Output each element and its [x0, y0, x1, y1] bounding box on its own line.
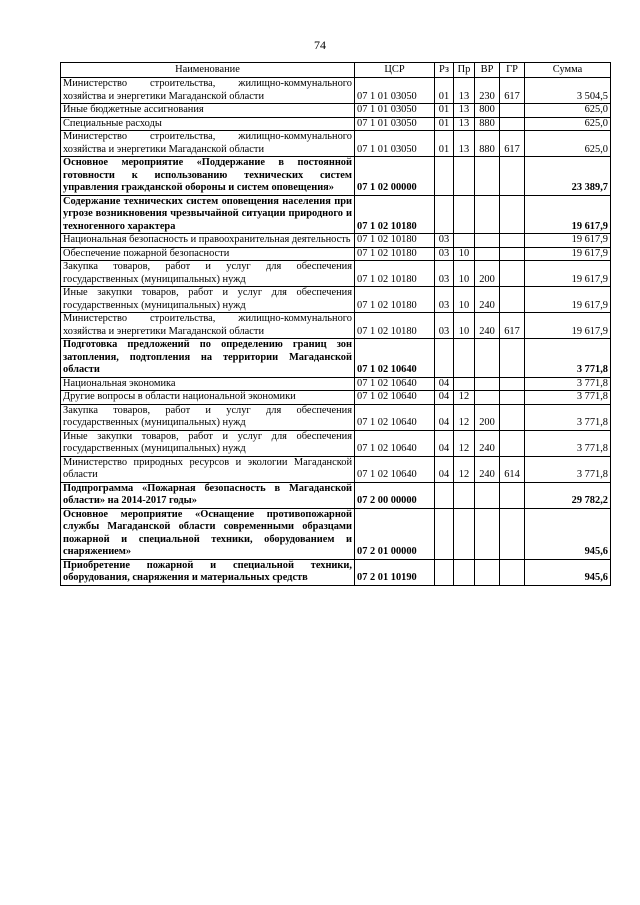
cell-csr: 07 1 01 03050 [355, 131, 435, 157]
cell-sum: 3 504,5 [525, 78, 611, 104]
cell-vr [475, 157, 500, 196]
header-csr: ЦСР [355, 63, 435, 78]
cell-pr: 13 [454, 131, 475, 157]
cell-name: Закупка товаров, работ и услуг для обеспечения государственных (муниципальных) нужд [61, 261, 355, 287]
cell-csr: 07 2 01 00000 [355, 508, 435, 559]
cell-rz: 03 [435, 247, 454, 261]
cell-pr [454, 339, 475, 378]
cell-sum: 29 782,2 [525, 482, 611, 508]
cell-rz: 01 [435, 78, 454, 104]
cell-pr: 12 [454, 404, 475, 430]
table-row [61, 287, 611, 313]
cell-gr [500, 234, 525, 248]
cell-sum: 3 771,8 [525, 377, 611, 391]
cell-rz [435, 157, 454, 196]
cell-name: Национальная экономика [61, 377, 355, 391]
header-gr: ГР [500, 63, 525, 78]
cell-csr: 07 1 02 10640 [355, 456, 435, 482]
cell-sum: 3 771,8 [525, 430, 611, 456]
cell-name: Иные бюджетные ассигнования [61, 104, 355, 118]
cell-rz: 04 [435, 430, 454, 456]
cell-csr: 07 2 00 00000 [355, 482, 435, 508]
cell-gr [500, 339, 525, 378]
header-pr: Пр [454, 63, 475, 78]
cell-csr: 07 1 02 10180 [355, 234, 435, 248]
cell-csr: 07 1 01 03050 [355, 78, 435, 104]
cell-pr [454, 559, 475, 585]
cell-gr [500, 247, 525, 261]
cell-csr: 07 1 02 10640 [355, 430, 435, 456]
cell-name: Закупка товаров, работ и услуг для обеспечения государственных (муниципальных) нужд [61, 404, 355, 430]
cell-pr [454, 377, 475, 391]
cell-gr: 617 [500, 131, 525, 157]
table-row [61, 157, 611, 196]
cell-csr: 07 1 01 03050 [355, 117, 435, 131]
cell-vr: 240 [475, 287, 500, 313]
cell-rz [435, 559, 454, 585]
table-row [61, 117, 611, 131]
header-sum: Сумма [525, 63, 611, 78]
cell-name: Специальные расходы [61, 117, 355, 131]
cell-sum: 945,6 [525, 508, 611, 559]
cell-sum: 19 617,9 [525, 234, 611, 248]
cell-pr [454, 482, 475, 508]
table-row [61, 247, 611, 261]
cell-rz [435, 508, 454, 559]
cell-gr [500, 377, 525, 391]
cell-pr: 12 [454, 391, 475, 405]
header-name: Наименование [61, 63, 355, 78]
cell-rz: 03 [435, 234, 454, 248]
page-number: 74 [314, 38, 326, 52]
cell-vr: 200 [475, 261, 500, 287]
cell-name: Министерство строительства, жилищно-коммунального хозяйства и энергетики Магаданской области [61, 131, 355, 157]
cell-rz: 04 [435, 391, 454, 405]
cell-sum: 945,6 [525, 559, 611, 585]
cell-gr [500, 391, 525, 405]
cell-name: Основное мероприятие «Поддержание в постоянной готовности к использованию технических систем управления гражданской обороны и систем оповещения» [61, 157, 355, 196]
cell-rz: 03 [435, 313, 454, 339]
table-row [61, 131, 611, 157]
cell-name: Министерство строительства, жилищно-коммунального хозяйства и энергетики Магаданской области [61, 78, 355, 104]
table-row [61, 339, 611, 378]
cell-pr [454, 234, 475, 248]
cell-name: Министерство природных ресурсов и экологии Магаданской области [61, 456, 355, 482]
table-row [61, 404, 611, 430]
cell-rz: 04 [435, 377, 454, 391]
cell-gr [500, 559, 525, 585]
cell-csr: 07 1 02 10180 [355, 287, 435, 313]
cell-pr: 13 [454, 117, 475, 131]
cell-name: Основное мероприятие «Оснащение противопожарной службы Магаданской области современными образцами пожарной и специальной техники, оборудованием и снаряжением» [61, 508, 355, 559]
cell-rz: 01 [435, 131, 454, 157]
cell-rz [435, 195, 454, 234]
cell-sum: 19 617,9 [525, 261, 611, 287]
cell-sum: 3 771,8 [525, 456, 611, 482]
cell-csr: 07 1 02 10640 [355, 391, 435, 405]
table-row [61, 313, 611, 339]
cell-rz: 04 [435, 456, 454, 482]
cell-vr [475, 247, 500, 261]
cell-rz: 03 [435, 287, 454, 313]
cell-gr [500, 508, 525, 559]
cell-name: Содержание технических систем оповещения населения при угрозе возникновения чрезвычайной ситуации природного и техногенного характера [61, 195, 355, 234]
cell-name: Иные закупки товаров, работ и услуг для обеспечения государственных (муниципальных) нужд [61, 430, 355, 456]
cell-rz [435, 482, 454, 508]
cell-sum: 19 617,9 [525, 287, 611, 313]
cell-name: Иные закупки товаров, работ и услуг для обеспечения государственных (муниципальных) нужд [61, 287, 355, 313]
cell-sum: 23 389,7 [525, 157, 611, 196]
table-row [61, 508, 611, 559]
cell-sum: 19 617,9 [525, 247, 611, 261]
cell-name: Обеспечение пожарной безопасности [61, 247, 355, 261]
cell-name: Национальная безопасность и правоохранительная деятельность [61, 234, 355, 248]
cell-vr: 240 [475, 456, 500, 482]
cell-rz [435, 339, 454, 378]
cell-vr [475, 559, 500, 585]
table-row [61, 482, 611, 508]
cell-vr: 230 [475, 78, 500, 104]
cell-sum: 3 771,8 [525, 391, 611, 405]
cell-vr [475, 508, 500, 559]
cell-sum: 19 617,9 [525, 195, 611, 234]
cell-pr: 12 [454, 430, 475, 456]
cell-csr: 07 1 02 10180 [355, 313, 435, 339]
cell-vr: 880 [475, 131, 500, 157]
table-row [61, 377, 611, 391]
table-body [61, 78, 611, 586]
table-row [61, 261, 611, 287]
table-row [61, 430, 611, 456]
cell-vr [475, 377, 500, 391]
header-vr: ВР [475, 63, 500, 78]
cell-sum: 3 771,8 [525, 404, 611, 430]
cell-pr: 10 [454, 287, 475, 313]
table-row [61, 195, 611, 234]
cell-csr: 07 1 02 10640 [355, 339, 435, 378]
cell-vr [475, 391, 500, 405]
cell-pr: 13 [454, 104, 475, 118]
cell-vr [475, 234, 500, 248]
cell-vr: 200 [475, 404, 500, 430]
cell-pr: 10 [454, 313, 475, 339]
cell-name: Подпрограмма «Пожарная безопасность в Магаданской области» на 2014-2017 годы» [61, 482, 355, 508]
table-row [61, 456, 611, 482]
cell-gr [500, 117, 525, 131]
cell-name: Министерство строительства, жилищно-коммунального хозяйства и энергетики Магаданской области [61, 313, 355, 339]
cell-csr: 07 1 02 10180 [355, 247, 435, 261]
cell-vr [475, 482, 500, 508]
table-row [61, 234, 611, 248]
cell-csr: 07 1 02 10180 [355, 261, 435, 287]
table-row [61, 78, 611, 104]
cell-csr: 07 1 02 10180 [355, 195, 435, 234]
cell-pr [454, 195, 475, 234]
cell-gr [500, 261, 525, 287]
cell-vr: 800 [475, 104, 500, 118]
cell-csr: 07 1 02 10640 [355, 377, 435, 391]
table-row [61, 559, 611, 585]
cell-vr: 240 [475, 313, 500, 339]
cell-csr: 07 1 01 03050 [355, 104, 435, 118]
cell-pr [454, 157, 475, 196]
cell-pr: 10 [454, 261, 475, 287]
cell-gr [500, 195, 525, 234]
cell-sum: 3 771,8 [525, 339, 611, 378]
cell-vr [475, 339, 500, 378]
cell-gr [500, 482, 525, 508]
table-header-row [61, 63, 611, 78]
cell-sum: 625,0 [525, 131, 611, 157]
cell-gr [500, 157, 525, 196]
cell-name: Подготовка предложений по определению границ зон затопления, подтопления на территории Магаданской области [61, 339, 355, 378]
cell-gr: 617 [500, 78, 525, 104]
cell-rz: 01 [435, 117, 454, 131]
header-rz: Рз [435, 63, 454, 78]
cell-pr: 12 [454, 456, 475, 482]
cell-pr [454, 508, 475, 559]
table-row [61, 104, 611, 118]
cell-gr [500, 404, 525, 430]
cell-name: Приобретение пожарной и специальной техники, оборудования, снаряжения и материальных средств [61, 559, 355, 585]
cell-vr: 880 [475, 117, 500, 131]
cell-csr: 07 2 01 10190 [355, 559, 435, 585]
cell-vr [475, 195, 500, 234]
cell-pr: 13 [454, 78, 475, 104]
cell-sum: 625,0 [525, 117, 611, 131]
cell-gr [500, 287, 525, 313]
cell-sum: 19 617,9 [525, 313, 611, 339]
cell-pr: 10 [454, 247, 475, 261]
cell-rz: 01 [435, 104, 454, 118]
cell-gr [500, 430, 525, 456]
cell-gr [500, 104, 525, 118]
cell-csr: 07 1 02 00000 [355, 157, 435, 196]
cell-rz: 04 [435, 404, 454, 430]
cell-rz: 03 [435, 261, 454, 287]
cell-name: Другие вопросы в области национальной экономики [61, 391, 355, 405]
cell-vr: 240 [475, 430, 500, 456]
budget-table [60, 62, 611, 586]
cell-gr: 614 [500, 456, 525, 482]
table-row [61, 391, 611, 405]
cell-sum: 625,0 [525, 104, 611, 118]
cell-csr: 07 1 02 10640 [355, 404, 435, 430]
cell-gr: 617 [500, 313, 525, 339]
